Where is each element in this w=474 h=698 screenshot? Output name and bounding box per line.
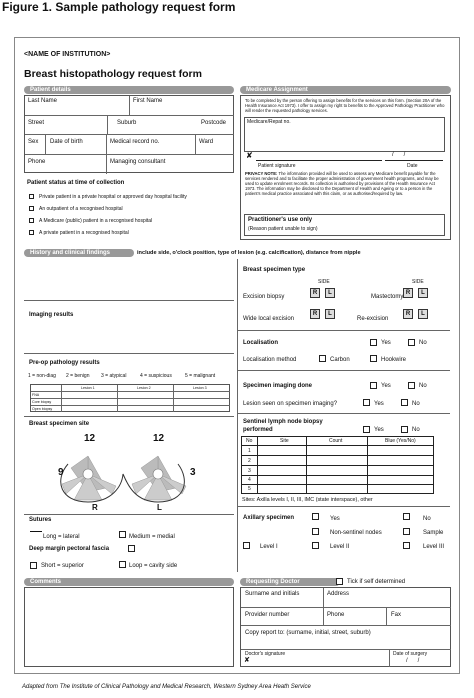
privacy-note-title: PRIVACY NOTE: [245,171,278,176]
breast-diagram[interactable] [24,430,234,515]
practitioner-use-title: Practitioner's use only [248,217,313,223]
form-title: Breast histopathology request form [24,68,202,80]
copy-report-field[interactable]: Copy report to: (surname, initial, street, suburb) [245,630,371,636]
street-field[interactable]: Street [28,120,45,126]
sentinel-col-header: Site [280,438,289,444]
preop-row-header: Core biopsy [32,400,52,404]
mrn-field[interactable]: Medical record no. [110,139,160,145]
phone-field[interactable]: Phone [28,159,46,165]
sentinel-table[interactable] [241,436,434,494]
axillary-no-checkbox[interactable] [403,513,410,520]
doctor-surname-field[interactable]: Surname and initials [245,591,300,597]
preop-row-header: Open biopsy [32,407,53,411]
sites-note: Sites: Axilla levels I, II, III, IMC (state interspace), other [242,497,373,503]
breast-site-title: Breast specimen site [29,421,90,427]
medium-suture-checkbox[interactable] [119,531,126,538]
sample-checkbox[interactable] [403,528,410,535]
ward-field[interactable]: Ward [199,139,214,145]
sentinel-title: Sentinel lymph node biopsy performed [243,419,323,433]
imaging-seen-no-checkbox[interactable] [401,399,408,406]
signature-x-icon: ✘ [246,151,253,160]
reexcision-label: Re-excision [357,316,389,322]
localisation-no-label: No [419,340,427,346]
sentinel-row-number: 4 [248,477,251,483]
privacy-note-text: The information provided will be used to assess any Medicare benefit payable for the services rendered and to facilitate the proper administration of government health programs, and may be used to update enrolment records. Its collection is authorised by provisions of the Health Insurance Act 1973. The information may be disclosed to the Department of Health and Ageing or to a person in the patient's medical practice associated with this claim, or as authorised/required by law. [245,171,439,196]
carbon-checkbox[interactable] [319,355,326,362]
status-option-label: A Medicare (public) patient in a recognised hospital [39,218,153,224]
wle-label: Wide local excision [243,316,295,322]
figure-title: Figure 1. Sample pathology request form [2,0,236,14]
right-breast-icon[interactable] [62,456,116,500]
sentinel-col-header: Count [329,438,343,444]
excision-biopsy-label: Excision biopsy [243,294,285,300]
status-option-label: Private patient in a private hospital or approved day hospital facility [39,194,187,200]
imaging-done-yes-checkbox[interactable] [370,382,377,389]
doctor-phone-field[interactable]: Phone [327,612,345,618]
sentinel-row-number: 1 [248,448,251,454]
patient-date-label: Date [407,163,418,169]
left-side-label: L [157,503,162,512]
preop-col-header: Lesion 2 [137,386,151,390]
patient-date-slashes: / / [392,152,406,158]
short-suture-label: Short = superior [41,563,84,569]
consultant-field[interactable]: Managing consultant [110,159,166,165]
mastectomy-label: Mastectomy [371,294,404,300]
sentinel-yes-label: Yes [374,427,384,433]
mastectomy-l-checkbox[interactable]: L [418,288,428,298]
date-of-surgery-label: Date of surgery [393,651,428,657]
localisation-yes-label: Yes [381,340,391,346]
side-label: SIDE [412,279,424,285]
status-private-recognised-checkbox[interactable] [29,230,34,235]
medicare-card-label: Medicare/Repat no. [247,119,291,125]
carbon-label: Carbon [330,357,350,363]
long-suture-label: Long = lateral [43,534,80,540]
sutures-title: Sutures [29,517,52,523]
imaging-seen-yes-label: Yes [374,401,384,407]
history-instruction: include side, o'clock position, type of lesion (e.g. calcification), distance from nipple [137,250,361,256]
practitioner-use-sub: (Reason patient unable to sign) [248,226,318,232]
loop-suture-label: Loop = cavity side [129,563,178,569]
doctor-address-field[interactable]: Address [327,591,350,597]
level2-checkbox[interactable] [312,542,319,549]
surgery-date-slashes: / / [406,658,420,664]
hookwire-label: Hookwire [381,357,407,363]
imaging-done-no-checkbox[interactable] [408,382,415,389]
sex-field[interactable]: Sex [28,139,39,145]
specimen-type-title: Breast specimen type [243,267,306,273]
doctor-fax-field[interactable]: Fax [391,612,402,618]
doctor-details-grid [240,587,451,667]
imaging-seen-no-label: No [412,401,420,407]
axillary-yes-checkbox[interactable] [312,513,319,520]
doctor-signature-label: Doctor's signature [245,651,286,657]
clock-9: 9 [58,467,64,478]
imaging-results-label: Imaging results [29,312,74,318]
patient-signature-line[interactable] [256,160,382,161]
nonsentinel-checkbox[interactable] [312,528,319,535]
localisation-yes-checkbox[interactable] [370,339,377,346]
hookwire-checkbox[interactable] [370,355,377,362]
patient-date-line[interactable] [385,160,443,161]
level1-label: Level I [260,544,278,550]
status-private-checkbox[interactable] [29,194,34,199]
clock-3: 3 [190,467,196,478]
localisation-no-checkbox[interactable] [408,339,415,346]
level2-label: Level II [330,544,350,550]
preop-title: Pre-op pathology results [29,360,100,366]
right-side-label: R [92,503,98,512]
long-suture-icon [30,531,42,532]
nonsentinel-label: Non-sentinel nodes [330,530,382,536]
preop-legend: 5 = malignant [185,373,216,379]
patient-details-header: Patient details [24,86,234,94]
preop-legend: 1 = non-diag [28,373,56,379]
loop-suture-checkbox[interactable] [119,561,126,568]
imaging-seen-yes-checkbox[interactable] [363,399,370,406]
preop-col-header: Lesion 1 [81,386,95,390]
preop-table [30,384,230,412]
preop-legend: 2 = benign [66,373,90,379]
clock-12-right: 12 [84,433,96,444]
doctor-signature-x-icon: ✘ [244,657,250,664]
deep-margin-checkbox[interactable] [128,545,135,552]
status-option-label: An outpatient of a recognised hospital [39,206,123,212]
status-outpatient-checkbox[interactable] [29,206,34,211]
side-label: SIDE [318,279,330,285]
mastectomy-r-checkbox[interactable]: R [403,288,413,298]
excision-l-checkbox[interactable]: L [325,288,335,298]
sentinel-row-number: 5 [248,486,251,492]
section-divider [237,259,238,572]
comments-box[interactable] [24,587,234,667]
axillary-title: Axillary specimen [243,515,295,521]
medicare-header: Medicare Assignment [240,86,451,94]
history-header: History and clinical findings [24,249,134,257]
sentinel-row-number: 3 [248,468,251,474]
figure-caption: Adapted from The Institute of Clinical Pathology and Medical Research, Western Sydney Area Heath Service [22,684,311,690]
medium-suture-label: Medium = medial [129,534,175,540]
level3-label: Level III [423,544,445,550]
self-determined-checkbox[interactable] [336,578,343,585]
institution-name: <NAME OF INSTITUTION> [24,51,111,58]
axillary-no-label: No [423,516,431,522]
reexcision-l-checkbox[interactable]: L [418,309,428,319]
sentinel-row-number: 2 [248,458,251,464]
dob-field[interactable]: Date of birth [50,139,83,145]
imaging-done-label: Specimen imaging done [243,383,313,389]
imaging-seen-label: Lesion seen on specimen imaging? [243,401,338,407]
privacy-note [245,171,446,196]
sentinel-yes-checkbox[interactable] [363,426,370,433]
status-option-label: A private patient in a recognised hospital [39,230,129,236]
wle-l-checkbox[interactable]: L [325,309,335,319]
preop-row-header: FNA [32,393,40,397]
reexcision-r-checkbox[interactable]: R [403,309,413,319]
first-name-field[interactable]: First Name [133,98,163,104]
short-suture-checkbox[interactable] [30,562,37,569]
patient-status-title: Patient status at time of collection [27,180,125,186]
deep-margin-title: Deep margin pectoral fascia [29,546,110,552]
level1-checkbox[interactable] [243,542,250,549]
postcode-field[interactable]: Postcode [201,120,227,126]
axillary-yes-label: Yes [330,516,340,522]
patient-details-grid [24,95,234,173]
sample-label: Sample [423,530,444,536]
status-medicare-checkbox[interactable] [29,218,34,223]
clock-12-left: 12 [153,433,165,444]
localisation-method-label: Localisation method [243,357,297,363]
imaging-done-yes-label: Yes [381,383,391,389]
self-determined-label: Tick if self determined [347,579,406,585]
patient-signature-label: Patient signature [258,163,296,169]
level3-checkbox[interactable] [403,542,410,549]
last-name-field[interactable]: Last Name [28,98,58,104]
provider-number-field[interactable]: Provider number [245,612,290,618]
sentinel-col-header: No [246,438,253,444]
medicare-paragraph: To be completed by the person offering to assign benefits for the services on this form. (Section 20A of the Health Insurance Act 1973). I offer to assign my right to benefits to the Approved Pathology Practitioner who will render the requested pathology services. [245,98,445,113]
preop-legend: 4 = suspicious [140,373,172,379]
preop-col-header: Lesion 3 [193,386,207,390]
excision-r-checkbox[interactable]: R [310,288,320,298]
localisation-title: Localisation [243,340,279,346]
sentinel-no-label: No [412,427,420,433]
suburb-field[interactable]: Suburb [117,120,137,126]
comments-header: Comments [24,578,234,586]
requesting-doctor-header: Requesting Doctor [240,578,340,586]
imaging-done-no-label: No [419,383,427,389]
wle-r-checkbox[interactable]: R [310,309,320,319]
sentinel-col-header: Blue (Yes/No) [385,438,416,444]
left-breast-icon[interactable] [132,456,186,500]
preop-legend: 3 = atypical [101,373,127,379]
sentinel-no-checkbox[interactable] [401,426,408,433]
